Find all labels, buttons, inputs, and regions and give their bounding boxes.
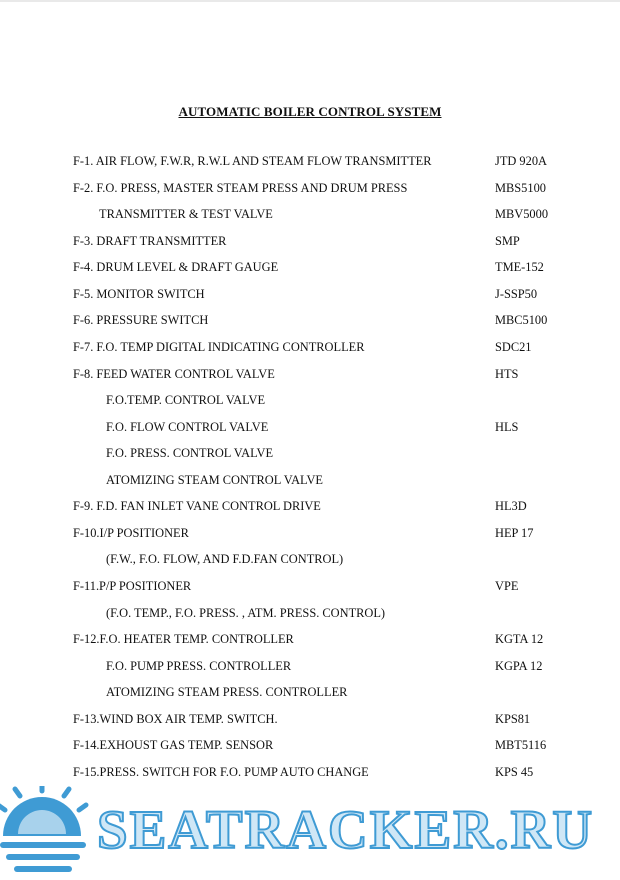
item-label: F-3. DRAFT TRANSMITTER [73, 233, 227, 248]
list-item [0, 445, 620, 472]
item-model-code: KPS81 [495, 711, 531, 726]
list-item [0, 206, 620, 233]
list-item [0, 578, 620, 605]
item-label: F-9. F.D. FAN INLET VANE CONTROL DRIVE [73, 499, 321, 514]
item-label: F-2. F.O. PRESS, MASTER STEAM PRESS AND DRUM PRESS [73, 180, 408, 195]
list-item [0, 684, 620, 711]
item-label: ATOMIZING STEAM CONTROL VALVE [106, 472, 323, 487]
item-label: F-10.I/P POSITIONER [73, 525, 189, 540]
list-item [0, 551, 620, 578]
item-model-code: KPS 45 [495, 764, 534, 779]
list-item [0, 233, 620, 260]
list-item [0, 259, 620, 286]
list-item [0, 498, 620, 525]
item-model-code: J-SSP50 [495, 286, 538, 301]
list-item [0, 419, 620, 446]
item-label: (F.O. TEMP., F.O. PRESS. , ATM. PRESS. CONTROL) [106, 605, 386, 620]
item-label: F-1. AIR FLOW, F.W.R, R.W.L AND STEAM FLOW TRANSMITTER [73, 154, 432, 168]
item-label: F-14.EXHOUST GAS TEMP. SENSOR [73, 738, 274, 753]
page-top-edge [0, 0, 620, 2]
item-model-code: KGPA 12 [495, 658, 543, 673]
item-label: F-12.F.O. HEATER TEMP. CONTROLLER [73, 632, 294, 647]
item-label: F-5. MONITOR SWITCH [73, 286, 205, 301]
item-model-code: MBT5116 [495, 738, 547, 753]
item-label: F.O. FLOW CONTROL VALVE [106, 419, 269, 434]
item-label: F-4. DRUM LEVEL & DRAFT GAUGE [73, 260, 279, 275]
item-model-code: HL3D [495, 499, 527, 514]
item-model-code: JTD 920A [495, 154, 547, 168]
item-model-code: HEP 17 [495, 525, 534, 540]
item-label: (F.W., F.O. FLOW, AND F.D.FAN CONTROL) [106, 552, 344, 567]
item-model-code: SMP [495, 233, 520, 248]
list-item [0, 658, 620, 685]
list-item [0, 339, 620, 366]
item-model-code: MBV5000 [495, 207, 549, 222]
list-item [0, 366, 620, 393]
list-item [0, 711, 620, 738]
list-item [0, 180, 620, 207]
item-model-code: HLS [495, 419, 519, 434]
item-label: F-7. F.O. TEMP DIGITAL INDICATING CONTROLLER [73, 339, 365, 354]
item-label: TRANSMITTER & TEST VALVE [99, 207, 273, 222]
list-item [0, 631, 620, 658]
list-item [0, 153, 620, 180]
watermark-text: SEATRACKER.RU [97, 799, 595, 860]
list-item [0, 472, 620, 499]
item-label: F-15.PRESS. SWITCH FOR F.O. PUMP AUTO CHANGE [73, 764, 369, 779]
list-item [0, 392, 620, 419]
list-item [0, 525, 620, 552]
item-model-code: KGTA 12 [495, 632, 544, 647]
item-label: F-8. FEED WATER CONTROL VALVE [73, 366, 275, 381]
list-item [0, 286, 620, 313]
item-label: F.O. PRESS. CONTROL VALVE [106, 446, 274, 461]
item-model-code: MBC5100 [495, 313, 548, 328]
item-model-code: SDC21 [495, 339, 532, 354]
list-item [0, 605, 620, 632]
item-model-code: TME-152 [495, 260, 544, 275]
list-item [0, 312, 620, 339]
component-list [0, 153, 620, 791]
item-model-code: HTS [495, 366, 519, 381]
item-label: F.O. PUMP PRESS. CONTROLLER [106, 658, 292, 673]
document-title: AUTOMATIC BOILER CONTROL SYSTEM [178, 104, 442, 119]
item-label: ATOMIZING STEAM PRESS. CONTROLLER [106, 685, 348, 700]
item-label: F-11.P/P POSITIONER [73, 579, 192, 593]
list-item [0, 737, 620, 764]
item-label: F-6. PRESSURE SWITCH [73, 313, 209, 328]
item-label: F.O.TEMP. CONTROL VALVE [106, 393, 266, 408]
item-model-code: MBS5100 [495, 180, 546, 195]
item-model-code: VPE [495, 579, 519, 593]
item-label: F-13.WIND BOX AIR TEMP. SWITCH. [73, 711, 278, 726]
